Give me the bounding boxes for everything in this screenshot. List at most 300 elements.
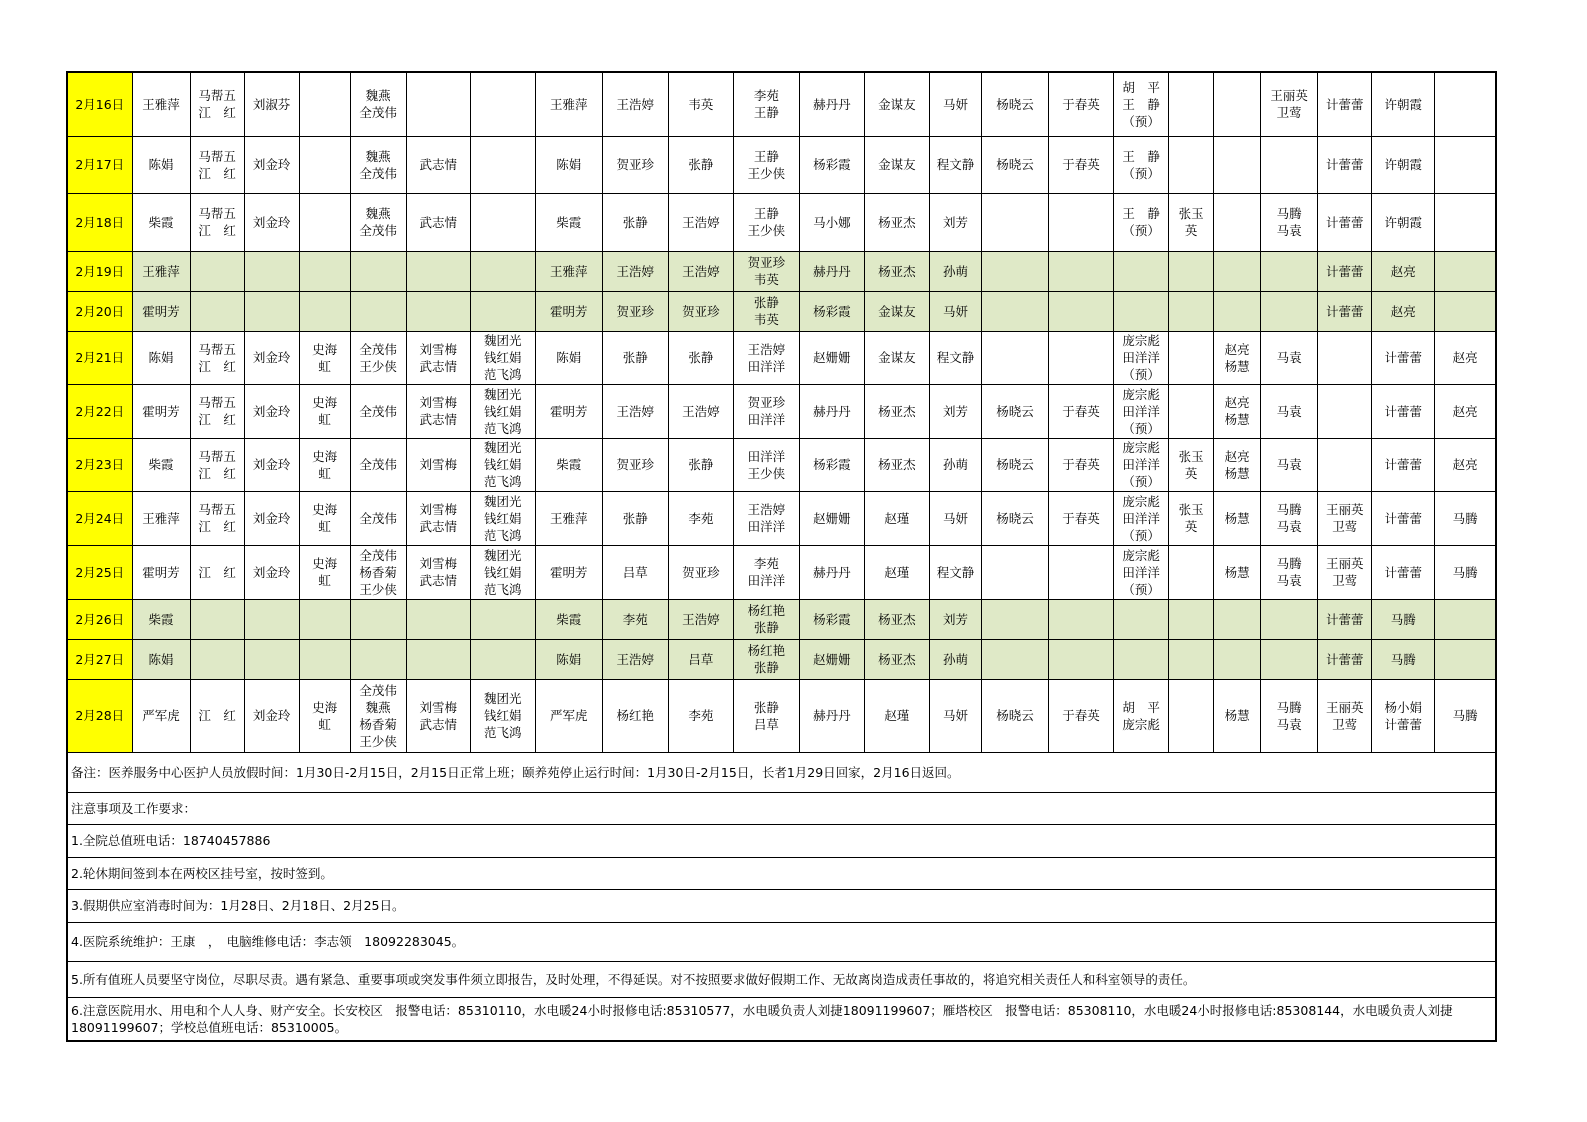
note-item-4-row [67,922,1496,961]
duty-cell: 贺亚珍 [602,291,668,331]
duty-cell: 王浩婷 [668,251,733,291]
duty-cell: 金谋友 [864,331,929,384]
duty-cell: 赵姗姗 [799,639,864,679]
notes-heading-row [67,792,1496,824]
duty-cell: 马帮五 江 红 [190,384,244,438]
duty-cell: 贺亚珍 田洋洋 [733,384,799,438]
duty-cell: 柴霞 [535,193,602,251]
duty-cell: 程文静 [929,545,981,599]
duty-cell: 程文静 [929,331,981,384]
date-cell: 2月28日 [67,679,132,752]
notes-heading: 注意事项及工作要求： [67,792,1496,824]
remark-note: 备注：医养服务中心医护人员放假时间：1月30日-2月15日，2月15日正常上班；颐养苑停止运行时间：1月30日-2月15日，长者1月29日回家，2月16日返回。 [67,752,1496,792]
duty-cell: 陈娟 [535,331,602,384]
duty-cell: 王 静 （预） [1114,136,1169,193]
duty-cell [190,599,244,639]
duty-cell: 马妍 [929,291,981,331]
duty-cell [981,193,1048,251]
duty-cell: 魏团光 钱红娟 范飞鸿 [470,438,535,491]
duty-cell: 刘雪梅 武志情 [406,679,470,752]
duty-cell: 张玉 英 [1169,491,1214,545]
duty-cell [1435,291,1496,331]
duty-cell [1049,599,1114,639]
duty-cell: 陈娟 [535,136,602,193]
duty-cell: 刘金玲 [244,384,299,438]
duty-cell [1169,291,1214,331]
duty-cell: 杨亚杰 [864,599,929,639]
duty-cell: 王浩婷 田洋洋 [733,331,799,384]
duty-cell: 李苑 田洋洋 [733,545,799,599]
row-feb21 [67,331,1496,384]
duty-cell: 王浩婷 [602,639,668,679]
row-feb16 [67,72,1496,136]
duty-cell: 吕草 [668,639,733,679]
duty-cell [1261,291,1318,331]
remark-note-row [67,752,1496,792]
duty-cell: 李苑 [668,679,733,752]
duty-cell: 霍明芳 [535,384,602,438]
duty-cell: 赫丹丹 [799,72,864,136]
duty-cell: 张静 吕草 [733,679,799,752]
date-cell: 2月23日 [67,438,132,491]
duty-cell: 柴霞 [132,193,190,251]
duty-cell: 柴霞 [535,599,602,639]
duty-cell: 孙萌 [929,251,981,291]
duty-cell [1049,291,1114,331]
duty-cell: 魏燕 全茂伟 [350,136,406,193]
row-feb19 [67,251,1496,291]
duty-cell: 计蕾蕾 [1372,491,1435,545]
duty-cell: 赵姗姗 [799,331,864,384]
duty-cell: 霍明芳 [535,545,602,599]
duty-cell: 于春英 [1049,384,1114,438]
duty-cell: 魏团光 钱红娟 范飞鸿 [470,491,535,545]
duty-cell: 韦英 [668,72,733,136]
duty-cell [1214,136,1261,193]
duty-cell: 刘金玲 [244,438,299,491]
duty-cell [1169,599,1214,639]
duty-cell: 庞宗彪 田洋洋 （预） [1114,491,1169,545]
duty-cell: 马帮五 江 红 [190,193,244,251]
duty-cell: 贺亚珍 [668,291,733,331]
duty-cell: 杨彩霞 [799,599,864,639]
duty-cell: 刘金玲 [244,331,299,384]
duty-cell: 杨红艳 [602,679,668,752]
duty-cell: 计蕾蕾 [1318,291,1372,331]
duty-cell [470,639,535,679]
duty-cell: 王丽英 卫莺 [1318,491,1372,545]
duty-cell: 许朝霞 [1372,136,1435,193]
duty-cell [1214,251,1261,291]
duty-cell: 赵瑾 [864,679,929,752]
duty-cell: 杨亚杰 [864,251,929,291]
duty-cell [470,251,535,291]
duty-cell [1169,639,1214,679]
duty-cell: 全茂伟 王少侠 [350,331,406,384]
note-item-1: 1.全院总值班电话：18740457886 [67,824,1496,857]
duty-cell: 马袁 [1261,438,1318,491]
duty-cell: 赵亮 杨慧 [1214,331,1261,384]
duty-cell [299,599,350,639]
duty-cell: 贺亚珍 [602,438,668,491]
duty-cell: 柴霞 [132,599,190,639]
duty-cell [406,291,470,331]
duty-cell: 杨亚杰 [864,193,929,251]
duty-cell: 马帮五 江 红 [190,331,244,384]
duty-cell: 史海 虹 [299,331,350,384]
row-feb17 [67,136,1496,193]
duty-cell: 刘金玲 [244,679,299,752]
duty-cell: 杨彩霞 [799,438,864,491]
duty-cell [299,193,350,251]
duty-cell [1169,331,1214,384]
note-item-5: 5.所有值班人员要坚守岗位，尽职尽责。遇有紧急、重要事项或突发事件须立即报告，及时处理，不得延误。对不按照要求做好假期工作、无故离岗造成责任事故的，将追究相关责任人和科室领导的责任。 [67,961,1496,997]
duty-cell [406,639,470,679]
duty-cell: 全茂伟 [350,384,406,438]
duty-cell [299,136,350,193]
duty-cell [190,639,244,679]
duty-cell: 王浩婷 [602,384,668,438]
duty-cell [1435,193,1496,251]
duty-cell [406,251,470,291]
duty-cell [1435,136,1496,193]
row-feb25 [67,545,1496,599]
duty-cell: 胡 平 庞宗彪 [1114,679,1169,752]
duty-cell: 赵亮 [1372,291,1435,331]
duty-cell: 杨小娟 计蕾蕾 [1372,679,1435,752]
note-item-6-row [67,997,1496,1041]
duty-cell: 魏团光 钱红娟 范飞鸿 [470,545,535,599]
duty-cell: 马妍 [929,72,981,136]
duty-cell: 于春英 [1049,438,1114,491]
duty-cell: 李苑 [602,599,668,639]
duty-cell: 武志情 [406,193,470,251]
duty-cell: 武志情 [406,136,470,193]
date-cell: 2月19日 [67,251,132,291]
duty-cell: 张静 [668,136,733,193]
duty-cell [1261,251,1318,291]
row-feb26 [67,599,1496,639]
duty-cell: 陈娟 [535,639,602,679]
duty-cell: 杨晓云 [981,136,1048,193]
date-cell: 2月18日 [67,193,132,251]
duty-cell: 马腾 [1435,545,1496,599]
duty-cell: 庞宗彪 田洋洋 （预） [1114,384,1169,438]
duty-cell: 赵亮 [1435,331,1496,384]
duty-cell: 马腾 [1372,639,1435,679]
duty-cell: 赫丹丹 [799,384,864,438]
duty-cell [1214,193,1261,251]
duty-cell: 杨慧 [1214,491,1261,545]
duty-cell [1435,251,1496,291]
duty-cell: 王丽英 卫莺 [1261,72,1318,136]
duty-cell [1169,679,1214,752]
duty-cell [981,599,1048,639]
duty-cell: 杨彩霞 [799,291,864,331]
duty-cell: 赫丹丹 [799,251,864,291]
duty-cell: 王雅萍 [132,251,190,291]
duty-cell: 柴霞 [132,438,190,491]
duty-cell: 霍明芳 [132,384,190,438]
duty-cell [1049,193,1114,251]
duty-cell: 陈娟 [132,639,190,679]
duty-cell: 杨亚杰 [864,438,929,491]
duty-cell: 于春英 [1049,72,1114,136]
duty-cell: 王浩婷 [668,599,733,639]
duty-cell: 杨晓云 [981,384,1048,438]
duty-cell: 杨亚杰 [864,639,929,679]
duty-cell: 贺亚珍 [668,545,733,599]
duty-cell: 张玉 英 [1169,193,1214,251]
duty-cell [470,599,535,639]
duty-cell [1261,136,1318,193]
duty-cell: 马腾 [1372,599,1435,639]
duty-cell: 王雅萍 [535,251,602,291]
duty-cell: 魏燕 全茂伟 [350,193,406,251]
duty-cell: 马帮五 江 红 [190,136,244,193]
duty-cell: 计蕾蕾 [1318,72,1372,136]
duty-cell [1049,639,1114,679]
duty-cell: 田洋洋 王少侠 [733,438,799,491]
duty-cell: 王浩婷 [668,384,733,438]
duty-cell [470,291,535,331]
duty-cell: 杨红艳 张静 [733,599,799,639]
duty-cell [1261,599,1318,639]
duty-cell: 赵亮 [1435,438,1496,491]
duty-cell [1169,384,1214,438]
duty-cell: 庞宗彪 田洋洋 （预） [1114,545,1169,599]
duty-cell: 计蕾蕾 [1372,545,1435,599]
duty-cell: 杨亚杰 [864,384,929,438]
duty-cell [1214,291,1261,331]
duty-cell: 全茂伟 魏燕 杨香菊 王少侠 [350,679,406,752]
duty-cell: 金谋友 [864,291,929,331]
duty-cell [299,639,350,679]
duty-cell [981,545,1048,599]
date-cell: 2月20日 [67,291,132,331]
duty-cell: 史海 虹 [299,438,350,491]
duty-cell [406,599,470,639]
duty-cell: 马腾 马袁 [1261,545,1318,599]
duty-cell: 全茂伟 [350,491,406,545]
duty-cell [1214,599,1261,639]
duty-cell: 马袁 [1261,384,1318,438]
duty-cell [470,193,535,251]
duty-cell: 全茂伟 杨香菊 王少侠 [350,545,406,599]
duty-cell: 许朝霞 [1372,72,1435,136]
duty-cell: 严军虎 [535,679,602,752]
duty-cell: 赫丹丹 [799,679,864,752]
date-cell: 2月26日 [67,599,132,639]
duty-cell: 许朝霞 [1372,193,1435,251]
duty-cell: 王雅萍 [132,72,190,136]
duty-cell: 赵姗姗 [799,491,864,545]
duty-cell: 计蕾蕾 [1372,331,1435,384]
duty-cell: 计蕾蕾 [1318,599,1372,639]
duty-cell: 刘芳 [929,384,981,438]
duty-cell: 全茂伟 [350,438,406,491]
duty-cell [350,251,406,291]
duty-cell [1114,251,1169,291]
duty-cell: 李苑 王静 [733,72,799,136]
duty-cell: 柴霞 [535,438,602,491]
duty-cell: 王静 王少侠 [733,136,799,193]
duty-cell: 赵瑾 [864,491,929,545]
duty-cell: 马帮五 江 红 [190,438,244,491]
duty-cell [1049,331,1114,384]
duty-cell: 于春英 [1049,136,1114,193]
duty-cell [350,639,406,679]
duty-cell: 马帮五 江 红 [190,491,244,545]
duty-cell: 陈娟 [132,331,190,384]
duty-cell: 张静 [668,438,733,491]
row-feb22 [67,384,1496,438]
duty-cell: 王雅萍 [535,491,602,545]
duty-cell [1169,545,1214,599]
duty-cell: 王浩婷 [602,72,668,136]
duty-cell: 王浩婷 [668,193,733,251]
duty-cell [1114,291,1169,331]
duty-cell: 陈娟 [132,136,190,193]
duty-cell [406,72,470,136]
duty-cell: 张玉 英 [1169,438,1214,491]
duty-cell: 赵亮 [1372,251,1435,291]
duty-cell: 霍明芳 [535,291,602,331]
duty-cell: 张静 [602,193,668,251]
duty-cell [981,251,1048,291]
duty-cell: 孙萌 [929,438,981,491]
duty-cell: 江 红 [190,679,244,752]
row-feb28 [67,679,1496,752]
duty-cell: 王浩婷 [602,251,668,291]
date-cell: 2月21日 [67,331,132,384]
duty-cell [190,291,244,331]
duty-cell [981,331,1048,384]
duty-cell: 马腾 [1435,679,1496,752]
date-cell: 2月17日 [67,136,132,193]
duty-cell: 刘雪梅 武志情 [406,331,470,384]
duty-cell: 史海 虹 [299,679,350,752]
duty-cell: 杨晓云 [981,491,1048,545]
note-item-3-row [67,889,1496,922]
duty-cell: 马帮五 江 红 [190,72,244,136]
duty-cell: 史海 虹 [299,384,350,438]
duty-cell [1114,599,1169,639]
note-item-6: 6.注意医院用水、用电和个人人身、财产安全。长安校区 报警电话：85310110，水电暖24小时报修电话:85310577，水电暖负责人刘捷18091199607；雁塔校区 报警电话：85308110，水电暖24小时报修电话:85308144，水电暖负责人刘捷18091199607；学校总值班电话：85310005。 [67,997,1496,1041]
duty-cell [1169,136,1214,193]
duty-cell: 刘金玲 [244,136,299,193]
duty-cell [1318,438,1372,491]
duty-cell: 王丽英 卫莺 [1318,679,1372,752]
duty-cell: 马小娜 [799,193,864,251]
duty-cell: 孙萌 [929,639,981,679]
date-cell: 2月25日 [67,545,132,599]
duty-cell: 马腾 马袁 [1261,193,1318,251]
duty-cell: 刘芳 [929,599,981,639]
date-cell: 2月24日 [67,491,132,545]
date-cell: 2月27日 [67,639,132,679]
duty-cell [299,291,350,331]
duty-cell: 魏团光 钱红娟 范飞鸿 [470,679,535,752]
duty-cell [1049,545,1114,599]
duty-cell: 赵瑾 [864,545,929,599]
duty-cell: 计蕾蕾 [1318,251,1372,291]
duty-cell: 刘金玲 [244,545,299,599]
duty-cell: 杨红艳 张静 [733,639,799,679]
duty-cell: 张静 [668,331,733,384]
note-item-2-row [67,857,1496,889]
duty-cell [470,72,535,136]
duty-cell: 王雅萍 [132,491,190,545]
duty-cell [981,291,1048,331]
duty-cell [299,251,350,291]
duty-cell: 刘芳 [929,193,981,251]
duty-cell [1435,639,1496,679]
duty-cell: 赫丹丹 [799,545,864,599]
duty-cell: 刘金玲 [244,193,299,251]
duty-schedule-table [66,71,1497,1042]
duty-cell: 程文静 [929,136,981,193]
duty-cell: 庞宗彪 田洋洋 （预） [1114,331,1169,384]
duty-cell [350,291,406,331]
duty-cell: 王静 王少侠 [733,193,799,251]
duty-cell: 金谋友 [864,136,929,193]
duty-cell: 计蕾蕾 [1318,193,1372,251]
note-item-1-row [67,824,1496,857]
duty-cell: 王丽英 卫莺 [1318,545,1372,599]
duty-cell: 魏团光 钱红娟 范飞鸿 [470,384,535,438]
duty-cell [1261,639,1318,679]
duty-cell: 马袁 [1261,331,1318,384]
duty-cell [1169,251,1214,291]
duty-cell: 杨慧 [1214,545,1261,599]
duty-cell: 史海 虹 [299,545,350,599]
duty-cell [190,251,244,291]
duty-cell: 张静 [602,331,668,384]
duty-cell: 马腾 马袁 [1261,491,1318,545]
duty-cell: 马妍 [929,491,981,545]
duty-cell: 王 静 （预） [1114,193,1169,251]
duty-cell: 贺亚珍 [602,136,668,193]
duty-cell: 李苑 [668,491,733,545]
duty-cell: 计蕾蕾 [1318,639,1372,679]
duty-cell: 严军虎 [132,679,190,752]
duty-cell [470,136,535,193]
duty-cell: 霍明芳 [132,291,190,331]
duty-cell: 于春英 [1049,679,1114,752]
duty-cell: 庞宗彪 田洋洋 （预） [1114,438,1169,491]
row-feb18 [67,193,1496,251]
duty-cell: 马妍 [929,679,981,752]
duty-cell [299,72,350,136]
duty-cell: 魏团光 钱红娟 范飞鸿 [470,331,535,384]
duty-cell [244,251,299,291]
duty-cell: 张静 [602,491,668,545]
duty-cell: 杨彩霞 [799,136,864,193]
duty-cell [244,639,299,679]
duty-cell: 刘雪梅 武志情 [406,545,470,599]
duty-cell: 刘雪梅 武志情 [406,491,470,545]
duty-cell: 金谋友 [864,72,929,136]
duty-cell: 杨慧 [1214,679,1261,752]
date-cell: 2月22日 [67,384,132,438]
duty-cell: 史海 虹 [299,491,350,545]
date-cell: 2月16日 [67,72,132,136]
duty-cell: 计蕾蕾 [1372,438,1435,491]
row-feb23 [67,438,1496,491]
note-item-2: 2.轮休期间签到本在两校区挂号室，按时签到。 [67,857,1496,889]
duty-cell [350,599,406,639]
